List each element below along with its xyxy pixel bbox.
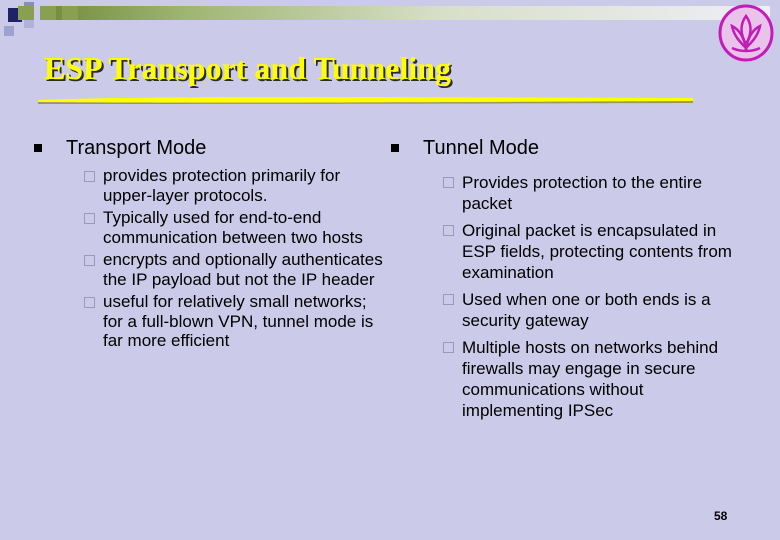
flower-emblem-icon — [718, 4, 774, 62]
hollow-square-bullet-icon — [84, 213, 95, 224]
list-item — [84, 208, 384, 247]
list-item-text: Multiple hosts on networks behind firewalls may engage in secure communications without implementing IPSec — [462, 338, 719, 420]
list-item-text: provides protection primarily for upper-layer protocols. — [103, 166, 341, 205]
list-item — [84, 250, 384, 289]
slide-title: ESP Transport and Tunneling — [44, 50, 452, 86]
list-item — [443, 289, 741, 331]
list-item-text: Original packet is encapsulated in ESP fields, protecting contents from examination — [462, 221, 732, 282]
hollow-square-bullet-icon — [443, 342, 454, 353]
hollow-square-bullet-icon — [84, 297, 95, 308]
list-item-text: Typically used for end-to-end communication between two hosts — [103, 208, 363, 247]
list-item-text: useful for relatively small networks; for a full-blown VPN, tunnel mode is far more efficient — [103, 292, 374, 350]
transport-mode-column — [34, 136, 384, 354]
hollow-square-bullet-icon — [84, 171, 95, 182]
tunnel-mode-list — [443, 172, 741, 421]
list-item-text: encrypts and optionally authenticates the IP payload but not the IP header — [103, 250, 383, 289]
list-item-text: Used when one or both ends is a security gateway — [462, 290, 711, 330]
tunnel-mode-column — [391, 136, 741, 427]
hollow-square-bullet-icon — [443, 294, 454, 305]
page-number: 58 — [714, 509, 728, 523]
main-bullet-item — [391, 136, 741, 160]
hollow-square-bullet-icon — [443, 177, 454, 188]
transport-mode-list — [84, 166, 384, 351]
list-item — [443, 172, 741, 214]
list-item-text: Provides protection to the entire packet — [462, 173, 703, 213]
header-band — [40, 6, 770, 20]
filled-square-bullet-icon — [391, 144, 399, 152]
header-tabs-decoration — [18, 6, 78, 20]
list-item — [443, 337, 741, 421]
hollow-square-bullet-icon — [443, 225, 454, 236]
main-bullet-item — [34, 136, 384, 160]
list-item — [84, 292, 384, 351]
tunnel-mode-heading: Tunnel Mode — [423, 137, 539, 159]
list-item — [443, 220, 741, 283]
list-item — [84, 166, 384, 205]
filled-square-bullet-icon — [34, 144, 42, 152]
title-underline — [38, 94, 693, 104]
transport-mode-heading: Transport Mode — [66, 137, 207, 159]
hollow-square-bullet-icon — [84, 255, 95, 266]
